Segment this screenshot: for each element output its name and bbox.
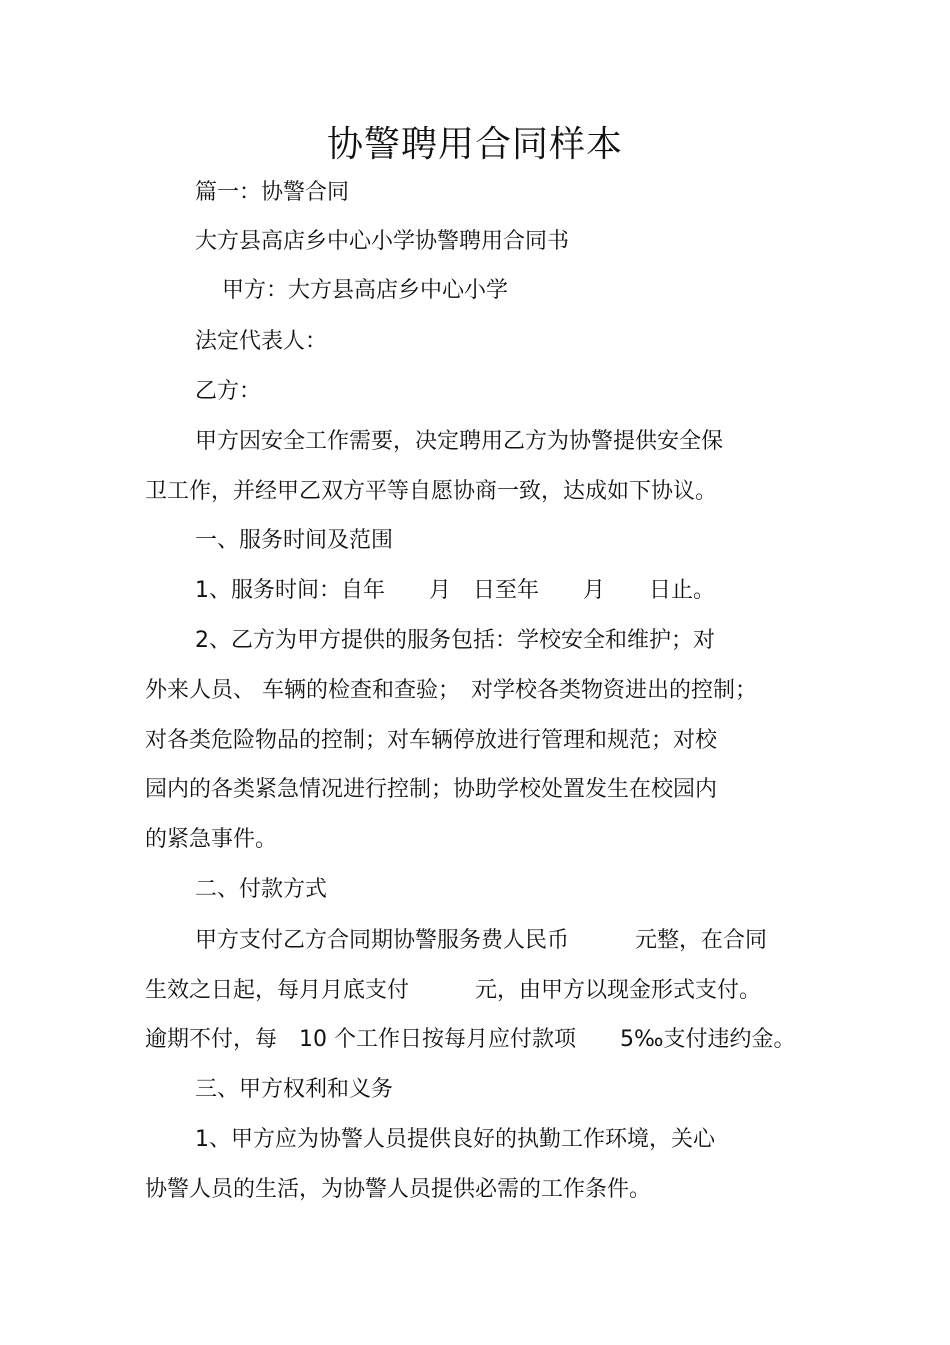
payment-line: 逾期不付，每 10 个工作日按每月应付款项 5‰支付违约金。 [145, 1027, 796, 1052]
legal-representative-line: 法定代表人： [195, 329, 328, 354]
contract-name: 大方县高店乡中心小学协警聘用合同书 [195, 229, 570, 254]
section-heading-payment: 二、付款方式 [195, 877, 328, 902]
clause-line: 外来人员、 车辆的检查和查验； 对学校各类物资进出的控制； [145, 678, 757, 703]
clause-line: 的紧急事件。 [145, 827, 278, 852]
clause-line: 园内的各类紧急情况进行控制；协助学校处置发生在校园内 [145, 777, 718, 802]
party-a-line: 甲方：大方县高店乡中心小学 [222, 278, 509, 303]
section-heading-party-a-duties: 三、甲方权利和义务 [195, 1077, 394, 1102]
section-heading-service: 一、服务时间及范围 [195, 528, 394, 553]
paragraph-line: 卫工作，并经甲乙双方平等自愿协商一致，达成如下协议。 [145, 479, 718, 504]
clause-line: 2、乙方为甲方提供的服务包括：学校安全和维护；对 [195, 628, 715, 653]
clause-line: 1、服务时间：自年 月 日至年 月 日止。 [195, 578, 715, 603]
clause-line: 对各类危险物品的控制；对车辆停放进行管理和规范；对校 [145, 728, 718, 753]
document-title: 协警聘用合同样本 [326, 124, 623, 165]
payment-line: 生效之日起，每月月底支付 元，由甲方以现金形式支付。 [145, 978, 762, 1003]
duty-line: 协警人员的生活，为协警人员提供必需的工作条件。 [145, 1177, 652, 1202]
party-b-line: 乙方： [195, 379, 262, 404]
section-heading-part-one: 篇一：协警合同 [195, 180, 350, 205]
paragraph-line: 甲方因安全工作需要，决定聘用乙方为协警提供安全保 [195, 429, 724, 454]
payment-line: 甲方支付乙方合同期协警服务费人民币 元整，在合同 [195, 928, 768, 953]
duty-line: 1、甲方应为协警人员提供良好的执勤工作环境，关心 [195, 1127, 715, 1152]
